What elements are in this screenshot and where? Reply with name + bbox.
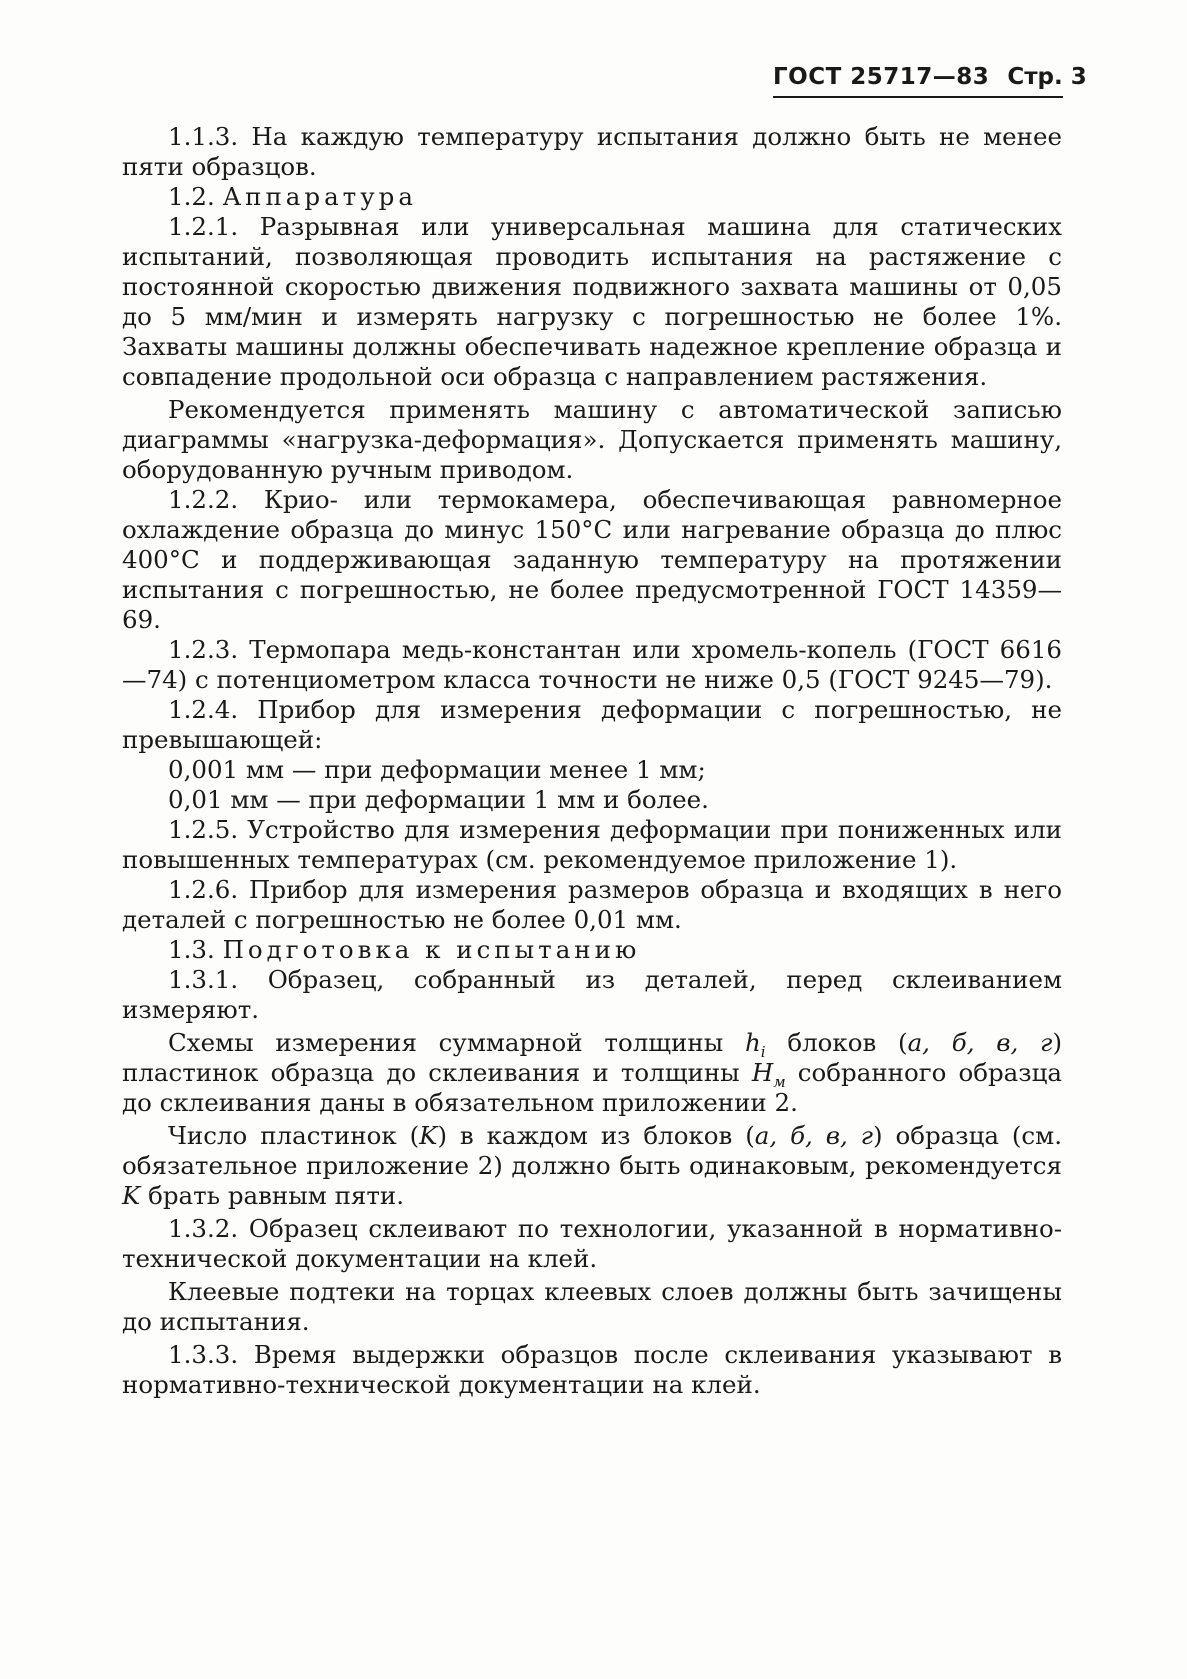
text-run: Схемы измерения суммарной толщины	[168, 1028, 745, 1057]
paragraph-1-2-1: 1.2.1. Разрывная или универсальная машина для статических испытаний, позволяющая проводить испытания на растяжение с постоянной скоростью движения подвижного захвата машины от 0,05 до 5 мм/мин и измерять нагрузку с погрешностью не более 1%. Захваты машины должны обеспечивать надежное крепление образца и совпадение продольной оси образца с направлением растяжения.	[122, 212, 1062, 391]
symbol-h	[744, 1028, 766, 1061]
section-number: 1.2.	[168, 182, 215, 211]
symbol-letter: h	[744, 1028, 761, 1057]
text-run: блоков (	[765, 1028, 908, 1057]
paragraph-1-3-1-plates	[122, 1121, 1062, 1211]
standard-number: ГОСТ 25717—83	[773, 64, 990, 90]
text-run: Число пластинок (	[168, 1121, 420, 1150]
symbol-K: K	[419, 1121, 438, 1150]
paragraph-1-3-1: 1.3.1. Образец, собранный из деталей, перед склеиванием измеряют.	[122, 965, 1062, 1024]
page-number: Стр. 3	[1007, 64, 1087, 90]
section-heading-1-2	[122, 182, 1062, 212]
paragraph-1-2-4-item-b: 0,01 мм — при деформации 1 мм и более.	[168, 785, 709, 814]
text-run: брать равным пяти.	[140, 1181, 405, 1210]
paragraph-1-2-6: 1.2.6. Прибор для измерения размеров образца и входящих в него деталей с погрешностью не более 0,01 мм.	[122, 875, 1062, 934]
paragraph-1-2-4-item-a: 0,001 мм — при деформации менее 1 мм;	[168, 755, 706, 784]
symbol-K: K	[122, 1181, 141, 1210]
symbol-H	[751, 1058, 786, 1091]
symbol-letter: H	[751, 1058, 774, 1087]
text-run: собранного образца до склеивания даны в обязательном приложении 2.	[122, 1058, 1062, 1117]
section-title: Аппаратура	[222, 182, 417, 211]
block-letters: а, б, в, г	[754, 1121, 874, 1150]
paragraph-1-3-2: 1.3.2. Образец склеивают по технологии, указанной в нормативно-технической документации на клей.	[122, 1214, 1062, 1273]
paragraph-1-2-5: 1.2.5. Устройство для измерения деформации при пониженных или повышенных температурах (см. рекомендуемое приложение 1).	[122, 815, 1062, 874]
section-heading-1-3	[122, 935, 1062, 965]
paragraph-1-1-3: 1.1.3. На каждую температуру испытания должно быть не менее пяти образцов.	[122, 122, 1062, 181]
section-title: Подготовка к испытанию	[222, 935, 641, 964]
text-run: ) пластинок образца до склеивания и толщины	[122, 1028, 1062, 1087]
paragraph-1-2-1-note: Рекомендуется применять машину с автоматической записью диаграммы «нагрузка-деформация». Допускается применять машину, оборудованную ручным приводом.	[122, 395, 1062, 484]
paragraph-1-2-3: 1.2.3. Термопара медь-константан или хромель-копель (ГОСТ 6616—74) с потенциометром класса точности не ниже 0,5 (ГОСТ 9245—79).	[122, 635, 1062, 694]
symbol-subscript: м	[773, 1072, 786, 1091]
document-body	[122, 122, 1062, 1400]
symbol-subscript: i	[760, 1042, 766, 1061]
text-run: ) образца (см. обязательное приложение 2) должно быть одинаковым, рекомендуется	[122, 1121, 1062, 1180]
text-run: ) в каждом из блоков (	[437, 1121, 755, 1150]
paragraph-1-2-4: 1.2.4. Прибор для измерения деформации с погрешностью, не превышающей:	[122, 695, 1062, 754]
paragraph-1-3-2-note: Клеевые подтеки на торцах клеевых слоев должны быть зачищены до испытания.	[122, 1277, 1062, 1336]
paragraph-1-2-2: 1.2.2. Крио- или термокамера, обеспечивающая равномерное охлаждение образца до минус 150°С или нагревание образца до плюс 400°С и поддерживающая заданную температуру на протяжении испытания с погрешностью, не более предусмотренной ГОСТ 14359—69.	[122, 485, 1062, 634]
block-letters: а, б, в, г	[907, 1028, 1053, 1057]
section-number: 1.3.	[168, 935, 215, 964]
page-header	[773, 64, 1087, 98]
paragraph-1-3-3: 1.3.3. Время выдержки образцов после склеивания указывают в нормативно-технической документации на клей.	[122, 1340, 1062, 1399]
paragraph-1-3-1-schemes	[122, 1028, 1062, 1118]
